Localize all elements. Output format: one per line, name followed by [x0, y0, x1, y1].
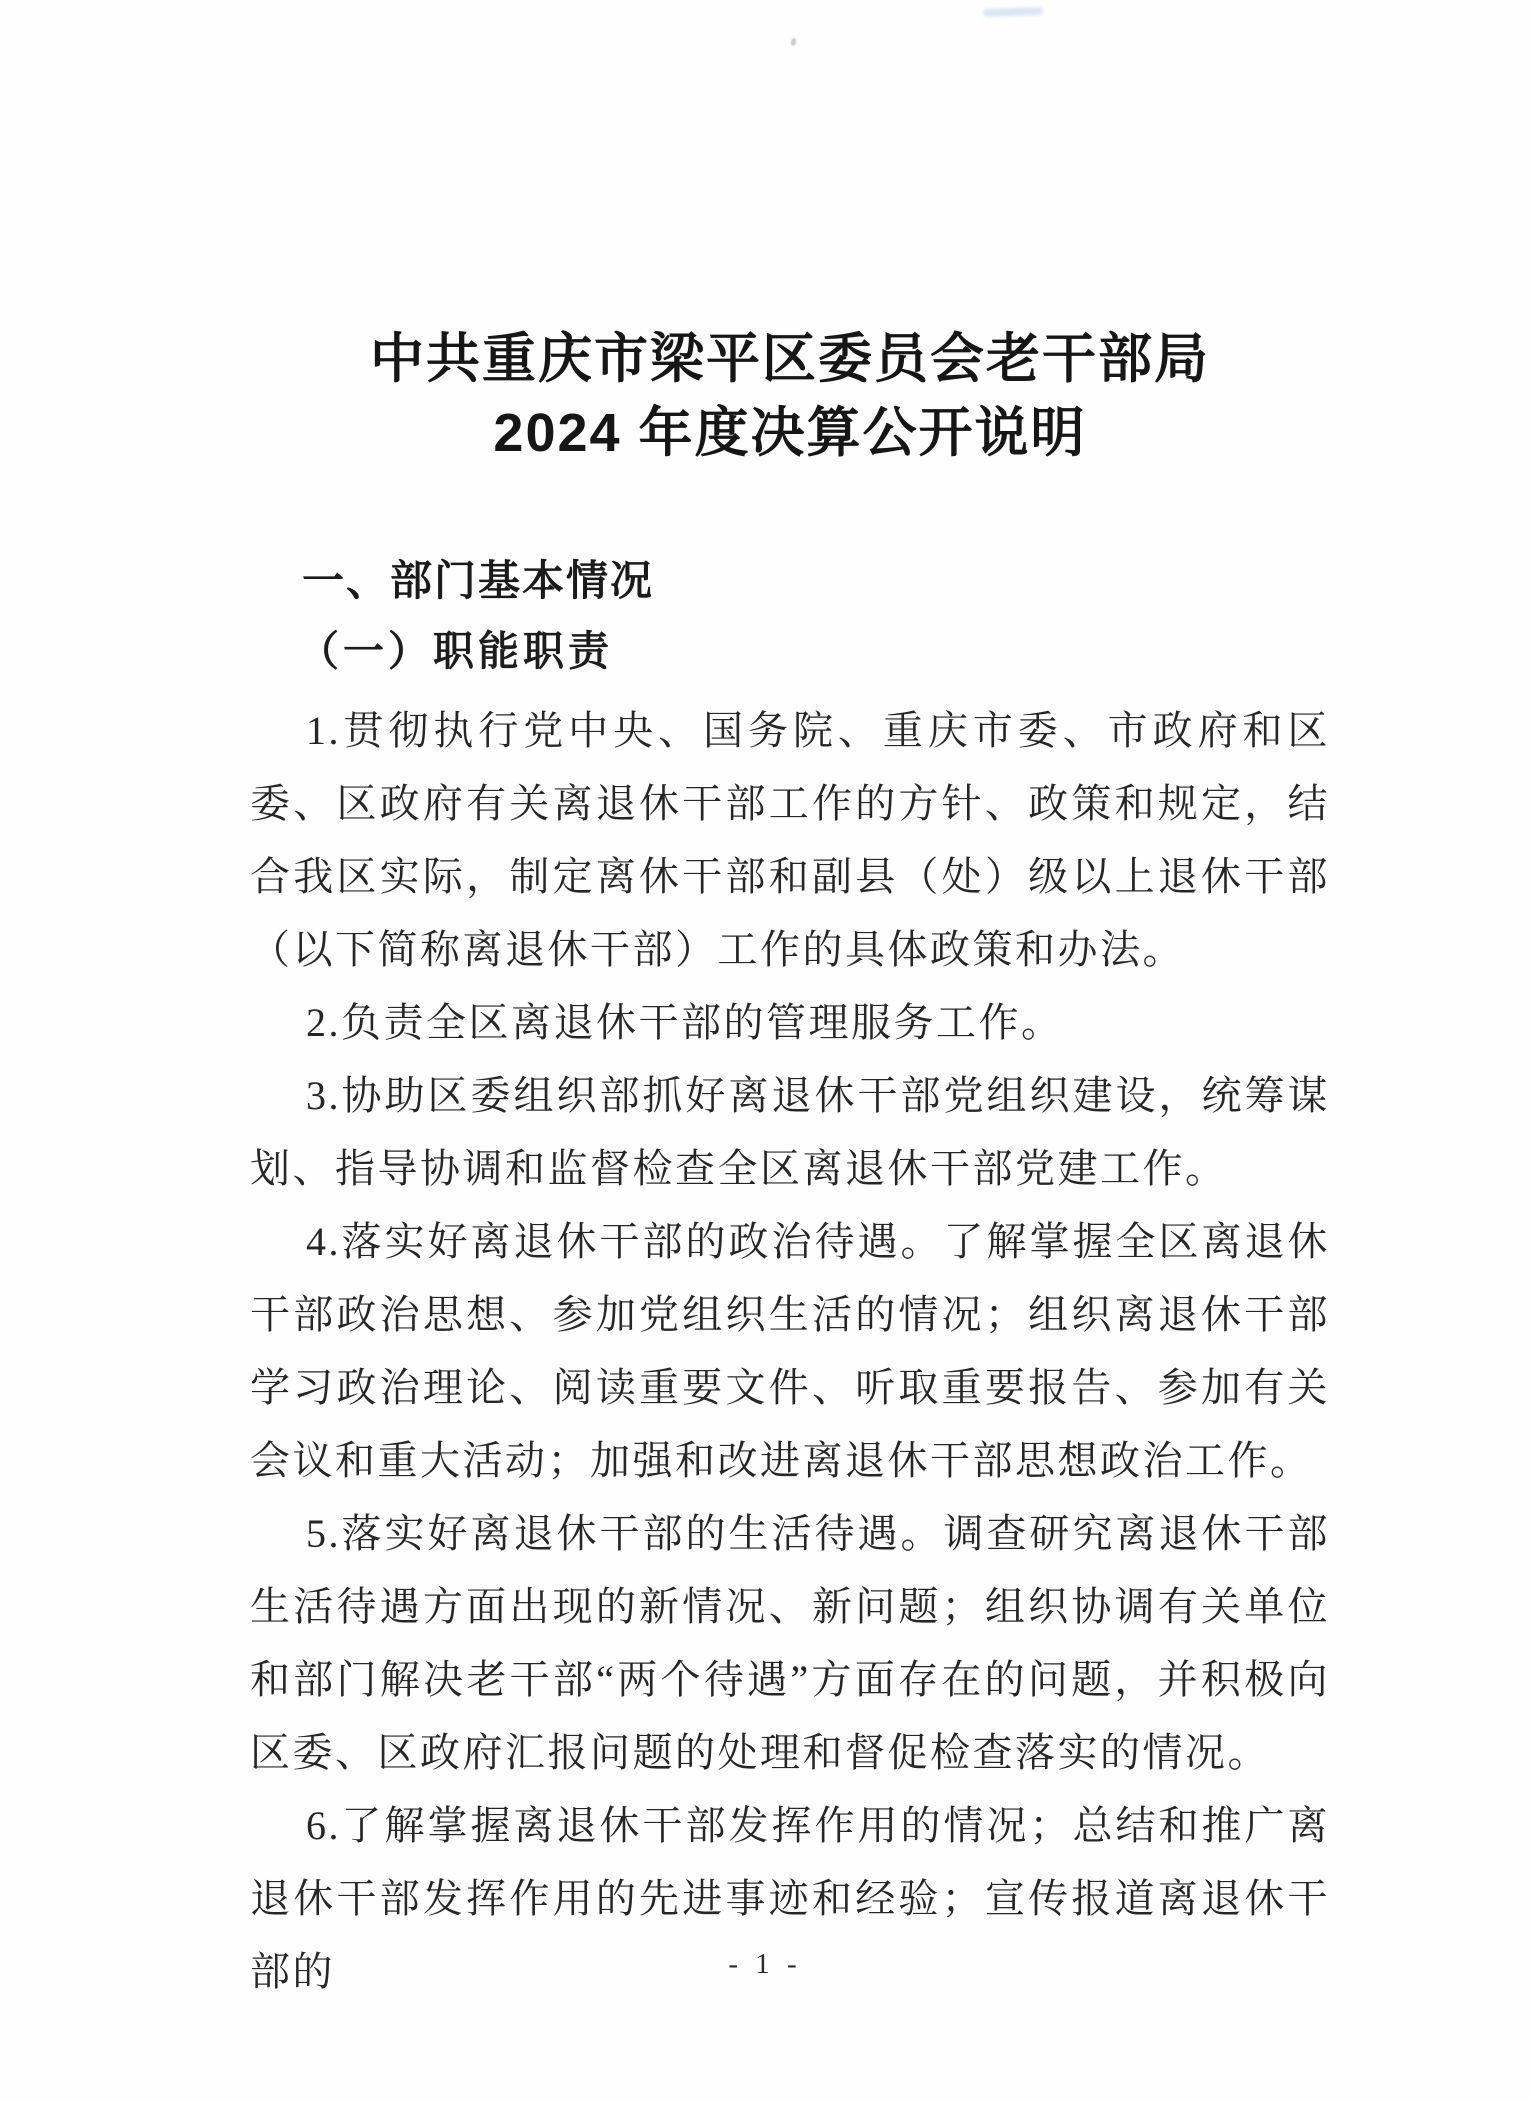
page-number: - 1 -: [728, 1948, 802, 1980]
document-title-line2: 2024 年度决算公开说明: [493, 403, 1087, 463]
scan-artifact-dot: [790, 37, 797, 46]
body-paragraphs: [250, 694, 1330, 2008]
document-title-line1: 中共重庆市梁平区委员会老干部局: [370, 329, 1210, 389]
body-paragraph-6: 6.了解掌握离退休干部发挥作用的情况；总结和推广离退休干部发挥作用的先进事迹和经验；宣传报道离退休干部的: [250, 1803, 1330, 1994]
body-paragraph-1: 1.贯彻执行党中央、国务院、重庆市委、市政府和区委、区政府有关离退休干部工作的方针、政策和规定，结合我区实际，制定离休干部和副县（处）级以上退休干部（以下简称离退休干部）工作的具体政策和办法。: [250, 708, 1330, 972]
body-paragraph-2: 2.负责全区离退休干部的管理服务工作。: [306, 1000, 1064, 1045]
body-paragraph-5: 5.落实好离退休干部的生活待遇。调查研究离退休干部生活待遇方面出现的新情况、新问题；组织协调有关单位和部门解决老干部“两个待遇”方面存在的问题，并积极向区委、区政府汇报问题的处理和督促检查落实的情况。: [250, 1511, 1330, 1775]
document-title: [250, 322, 1330, 470]
scan-artifact-streak: [983, 7, 1043, 17]
body-paragraph-3: 3.协助区委组织部抓好离退休干部党组织建设，统筹谋划、指导协调和监督检查全区离退休干部党建工作。: [250, 1073, 1330, 1191]
section-heading-basic-info: 一、部门基本情况: [302, 557, 655, 604]
subsection-heading-duties: （一）职能职责: [298, 628, 613, 674]
body-paragraph-4: 4.落实好离退休干部的政治待遇。了解掌握全区离退休干部政治思想、参加党组织生活的情况；组织离退休干部学习政治理论、阅读重要文件、听取重要报告、参加有关会议和重大活动；加强和改进离退休干部思想政治工作。: [250, 1219, 1330, 1483]
document-body: [250, 322, 1330, 2008]
